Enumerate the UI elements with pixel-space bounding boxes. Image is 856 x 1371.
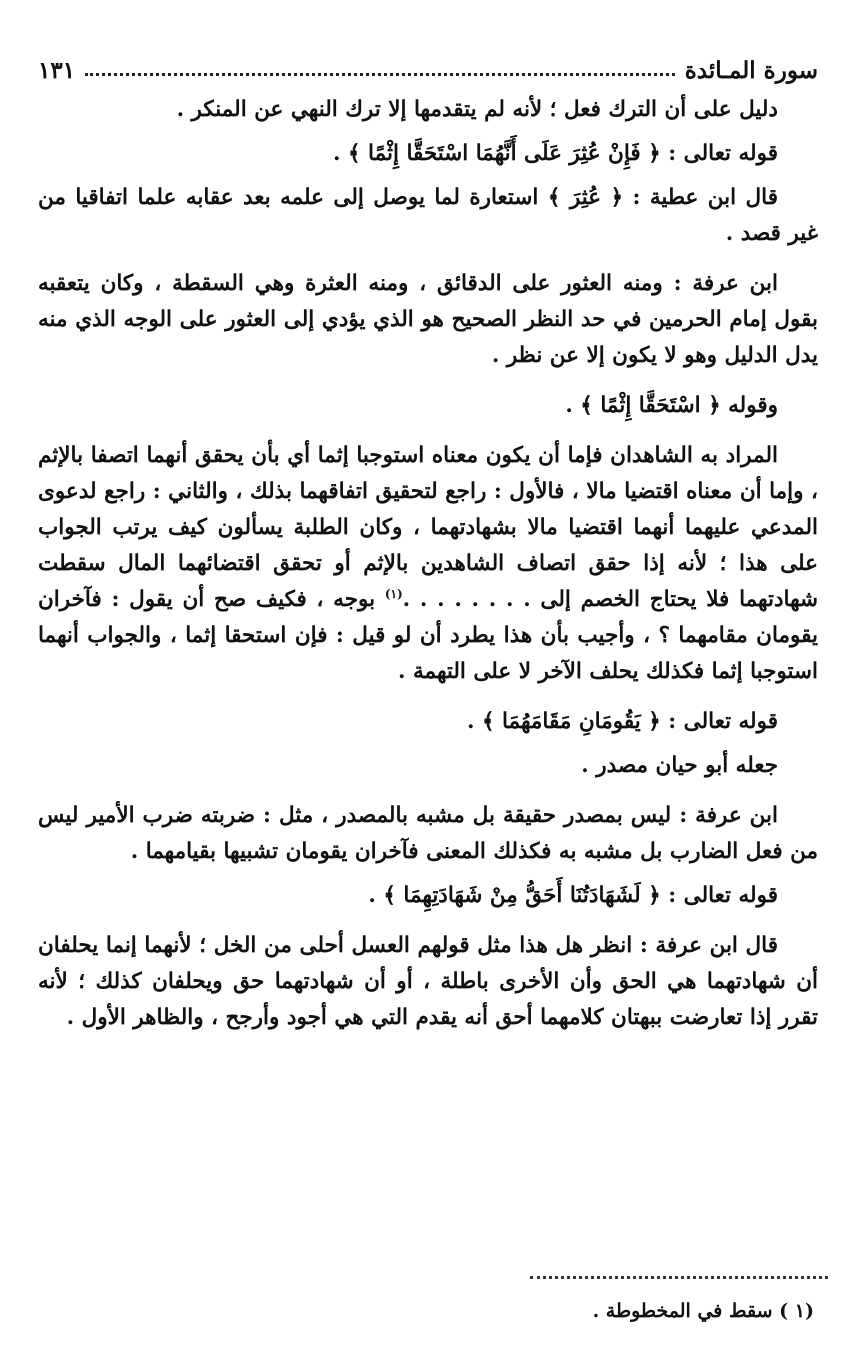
paragraph-part: المراد به الشاهدان فإما أن يكون معناه استوجبا إثما أي بأن يحقق أنهما اتصفا بالإثم ، وإما أن معناه اقتضيا مالا ، فالأول : راجع لتحقيق اتفاقهما بذلك ، والثاني : راجع لدعوى المدعي عليهما أنهما اقتضيا مالا بشهادتهما ، وكان الطلبة يسألون كيف يرتب الجواب على هذا ؛ لأنه إذا حقق اتصاف الشاهدين بالإثم أو تحقق اقتضائهما المال سقطت شهادتهما فلا يحتاج الخصم إلى . . . . . . . . xyxy=(38,443,818,612)
paragraph: قال ابن عرفة : انظر هل هذا مثل قولهم العسل أحلى من الخل ؛ لأنهما إنما يحلفان أن شهادتهما هي الحق وأن الأخرى باطلة ، أو أن شهادتهما حق ويحلفان كذلك ؛ لأنه تقرر إذا تعارضت ببهتان كلامهما أحق أنه يقدم التي هي أجود وأرجح ، والظاهر الأول . xyxy=(38,933,818,1030)
quran-verse-line: وقوله ﴿ اسْتَحَقَّا إِثْمًا ﴾ . xyxy=(565,393,778,418)
paragraph: ابن عرفة : ليس بمصدر حقيقة بل مشبه بالمصدر ، مثل : ضربته ضرب الأمير ليس من فعل الضارب بل مشبه به فكذلك المعنى فآخران يقومان تشبيها بقيامهما . xyxy=(38,803,818,864)
header-dotted-leader xyxy=(85,73,675,76)
paragraph: ابن عرفة : ومنه العثور على الدقائق ، ومنه العثرة وهي السقطة ، وكان يتعقبه بقول إمام الحرمين في حد النظر الصحيح هو الذي يؤدي إلى العثور على الوجه الذي منه يدل الدليل وهو لا يكون إلا عن نظر . xyxy=(38,271,818,368)
quran-verse-line: قوله تعالى : ﴿ لَشَهَادَتُنَا أَحَقُّ مِنْ شَهَادَتِهِمَا ﴾ . xyxy=(368,883,778,908)
surah-title: سورة المـائدة xyxy=(684,56,818,84)
paragraph-with-footnote xyxy=(38,438,818,690)
page-number: ١٣١ xyxy=(38,56,76,84)
footnote: (١ ) سقط في المخطوطة . xyxy=(592,1300,814,1322)
quran-verse-line: قوله تعالى : ﴿ يَقُومَانِ مَقَامَهُمَا ﴾ . xyxy=(466,709,778,734)
paragraph: دليل على أن الترك فعل ؛ لأنه لم يتقدمها إلا ترك النهي عن المنكر . xyxy=(176,97,778,122)
quran-verse-line: قوله تعالى : ﴿ فَإِنْ عُثِرَ عَلَى أَنَّهُمَا اسْتَحَقَّا إِثْمًا ﴾ . xyxy=(332,141,778,166)
footnote-marker: (١) xyxy=(384,586,403,601)
page xyxy=(38,52,818,1050)
paragraph-part: بوجه ، فكيف صح أن يقول : فآخران يقومان مقامهما ؟ ، وأجيب بأن هذا يطرد أن لو قيل : فإن استحقا إثما ، والجواب أنهما استوجبا إثما فكذلك يحلف الآخر لا على التهمة . xyxy=(38,587,818,684)
main-text xyxy=(38,92,818,1036)
paragraph: قال ابن عطية : ﴿ عُثِرَ ﴾ استعارة لما يوصل إلى علمه بعد عقابه علما اتفاقيا من غير قصد . xyxy=(38,185,818,246)
paragraph: جعله أبو حيان مصدر . xyxy=(581,753,778,778)
footnote-separator xyxy=(530,1276,828,1279)
running-header xyxy=(38,52,818,88)
